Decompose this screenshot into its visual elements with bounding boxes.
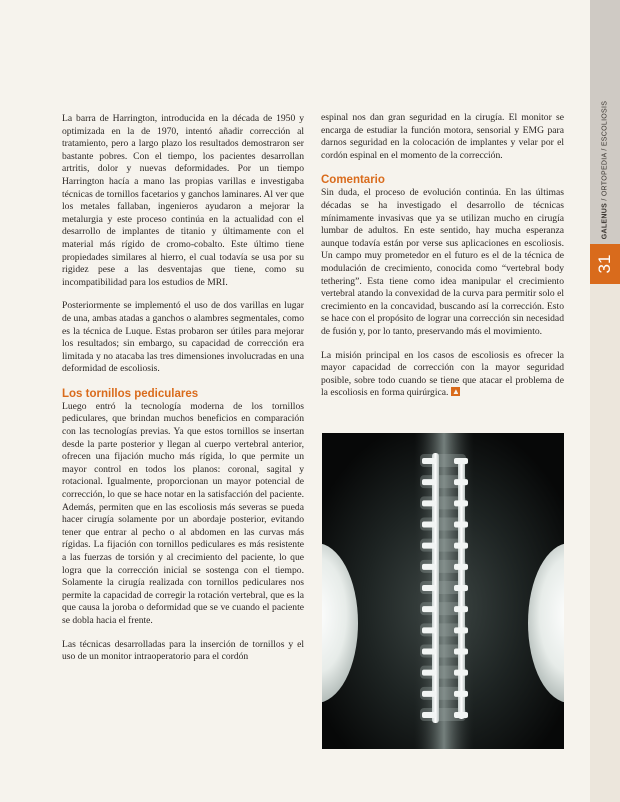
pedicle-screw (454, 522, 468, 528)
pedicle-screw (422, 564, 436, 570)
pedicle-screw (422, 458, 436, 464)
paragraph: Luego entró la tecnología moderna de los tornillos pediculares, que brindan muchos beneficios en comparación con las tecnologías previas. Ya que estos tornillos se insertan desde la parte posterior y llegan al cuerpo vertebral anterior, ofrecen una fijación mucho más rígida, lo que permite un mayor control en todos los planos: coronal, sagital y rotacional. Igualmente, proporcionan un mayor potencial de corrección, lo que se hace notar en la satisfacción del paciente. Además, permiten que en las escoliosis más severas se pueda hacer cirugía solamente por un abordaje posterior, evitando tener que entrar al pecho o al abdomen en las curvas más rígidas. La fijación con tornillos pediculares es más resistente a las fuerzas de torsión y al crecimiento del paciente, lo que logra que la corrección inicial se sostenga con el tiempo. Solamente la cirugía realizada con tornillos pediculares nos permite la capacidad de corregir la rotación vertebral, que es la que causa la joroba o deformidad que se ve cuando el paciente se dobla hacia el frente. (62, 400, 304, 626)
xray-figure (322, 433, 564, 749)
pedicle-screw (454, 543, 468, 549)
paragraph: espinal nos dan gran seguridad en la cirugía. El monitor se encarga de estudiar la función motora, sensorial y EMG para darnos seguridad en la colocación de implantes y velar por el cordón espinal en el momento de la corrección. (321, 112, 564, 161)
paragraph (321, 350, 564, 400)
pedicle-screw (422, 522, 436, 528)
paragraph: La barra de Harrington, introducida en la década de 1950 y optimizada en la de 1970, intentó añadir corrección al tratamiento, pero a largo plazo los resultados demostraron ser bastante pobres. Con el tiempo, los pacientes desarrollan artritis, dolor y nuevas deformidades. Por un tiempo Harrington hacía a mano las propias varillas e investigaba técnicas de tornillos facetarios y ganchos laminares. Al ver que los metales fallaban, ingenieros ayudaron a mejorar la metalurgia y este proceso continúa en la actualidad con el desarrollo de implantes de titanio y últimamente con el material más rígido de cromo-cobalto. Este último tiene propiedades similares al hierro, el cual todavía se usa por su rigidez pese a las desventajas que tiene, como su incompatibilidad para los estudios de MRI. (62, 113, 304, 288)
pedicle-screw (454, 500, 468, 506)
end-of-article-icon (451, 387, 460, 396)
pedicle-screw (422, 627, 436, 633)
pedicle-screw (422, 649, 436, 655)
pedicle-screw (454, 670, 468, 676)
right-column (321, 112, 564, 400)
pedicle-screw (454, 479, 468, 485)
pedicle-screw (422, 479, 436, 485)
pedicle-screw (422, 585, 436, 591)
section-heading: Los tornillos pediculares (62, 387, 199, 400)
pedicle-screw (454, 627, 468, 633)
pedicle-screw (454, 458, 468, 464)
section-heading: Comentario (321, 174, 385, 187)
pedicle-screw (454, 606, 468, 612)
paragraph: Las técnicas desarrolladas para la inserción de tornillos y el uso de un monitor intraoperatorio para el cordón (62, 638, 304, 663)
pedicle-screw (454, 649, 468, 655)
pedicle-screw (422, 670, 436, 676)
left-column (62, 113, 304, 664)
pedicle-screw (422, 500, 436, 506)
pedicle-screw (422, 691, 436, 697)
paragraph: Posteriormente se implementó el uso de dos varillas en lugar de una, ambas atadas a ganchos o alambres segmentales, como es la técnica de Luque. Estas probaron ser útiles para mejorar los resultados; sin embargo, su capacidad de corrección era limitada y no atacaba las tres dimensiones involucradas en una deformidad de escoliosis. (62, 300, 304, 375)
pedicle-screw (454, 564, 468, 570)
page-number: 31 (595, 254, 614, 274)
pedicle-screw (422, 543, 436, 549)
paragraph: Sin duda, el proceso de evolución continúa. En las últimas décadas se ha investigado el desarrollo de técnicas mínimamente invasivas que ya se utilizan mucho en cirugía lumbar de adultos. En este sentido, hay mucha esperanza aunque todavía están por verse sus aplicaciones en escoliosis. Un campo muy prometedor en el futuro es el de la técnica de modulación de crecimiento, conocida como “vertebral body tethering”. Esta tiene como idea manipular el crecimiento vertebral atando la convexidad de la curva para permitir solo el crecimiento en la concavidad, buscando así la corrección. Esto se hace con el propósito de lograr una corrección sin necesidad de fusión y, por lo tanto, preservando más el movimiento. (321, 187, 564, 337)
pedicle-screw (454, 691, 468, 697)
paragraph-text: La misión principal en los casos de escoliosis es ofrecer la mayor capacidad de corrección con la mayor seguridad posible, sobre todo cuando se tiene que atacar el problema de la escoliosis en forma quirúrgica. (321, 349, 564, 399)
section-label: GALENUS / ORTOPEDIA / ESCOLIOSIS (601, 100, 609, 240)
xray-image (322, 433, 564, 749)
pedicle-screw (422, 712, 436, 718)
pedicle-screw (454, 585, 468, 591)
pedicle-screw (422, 606, 436, 612)
pedicle-screw (454, 712, 468, 718)
